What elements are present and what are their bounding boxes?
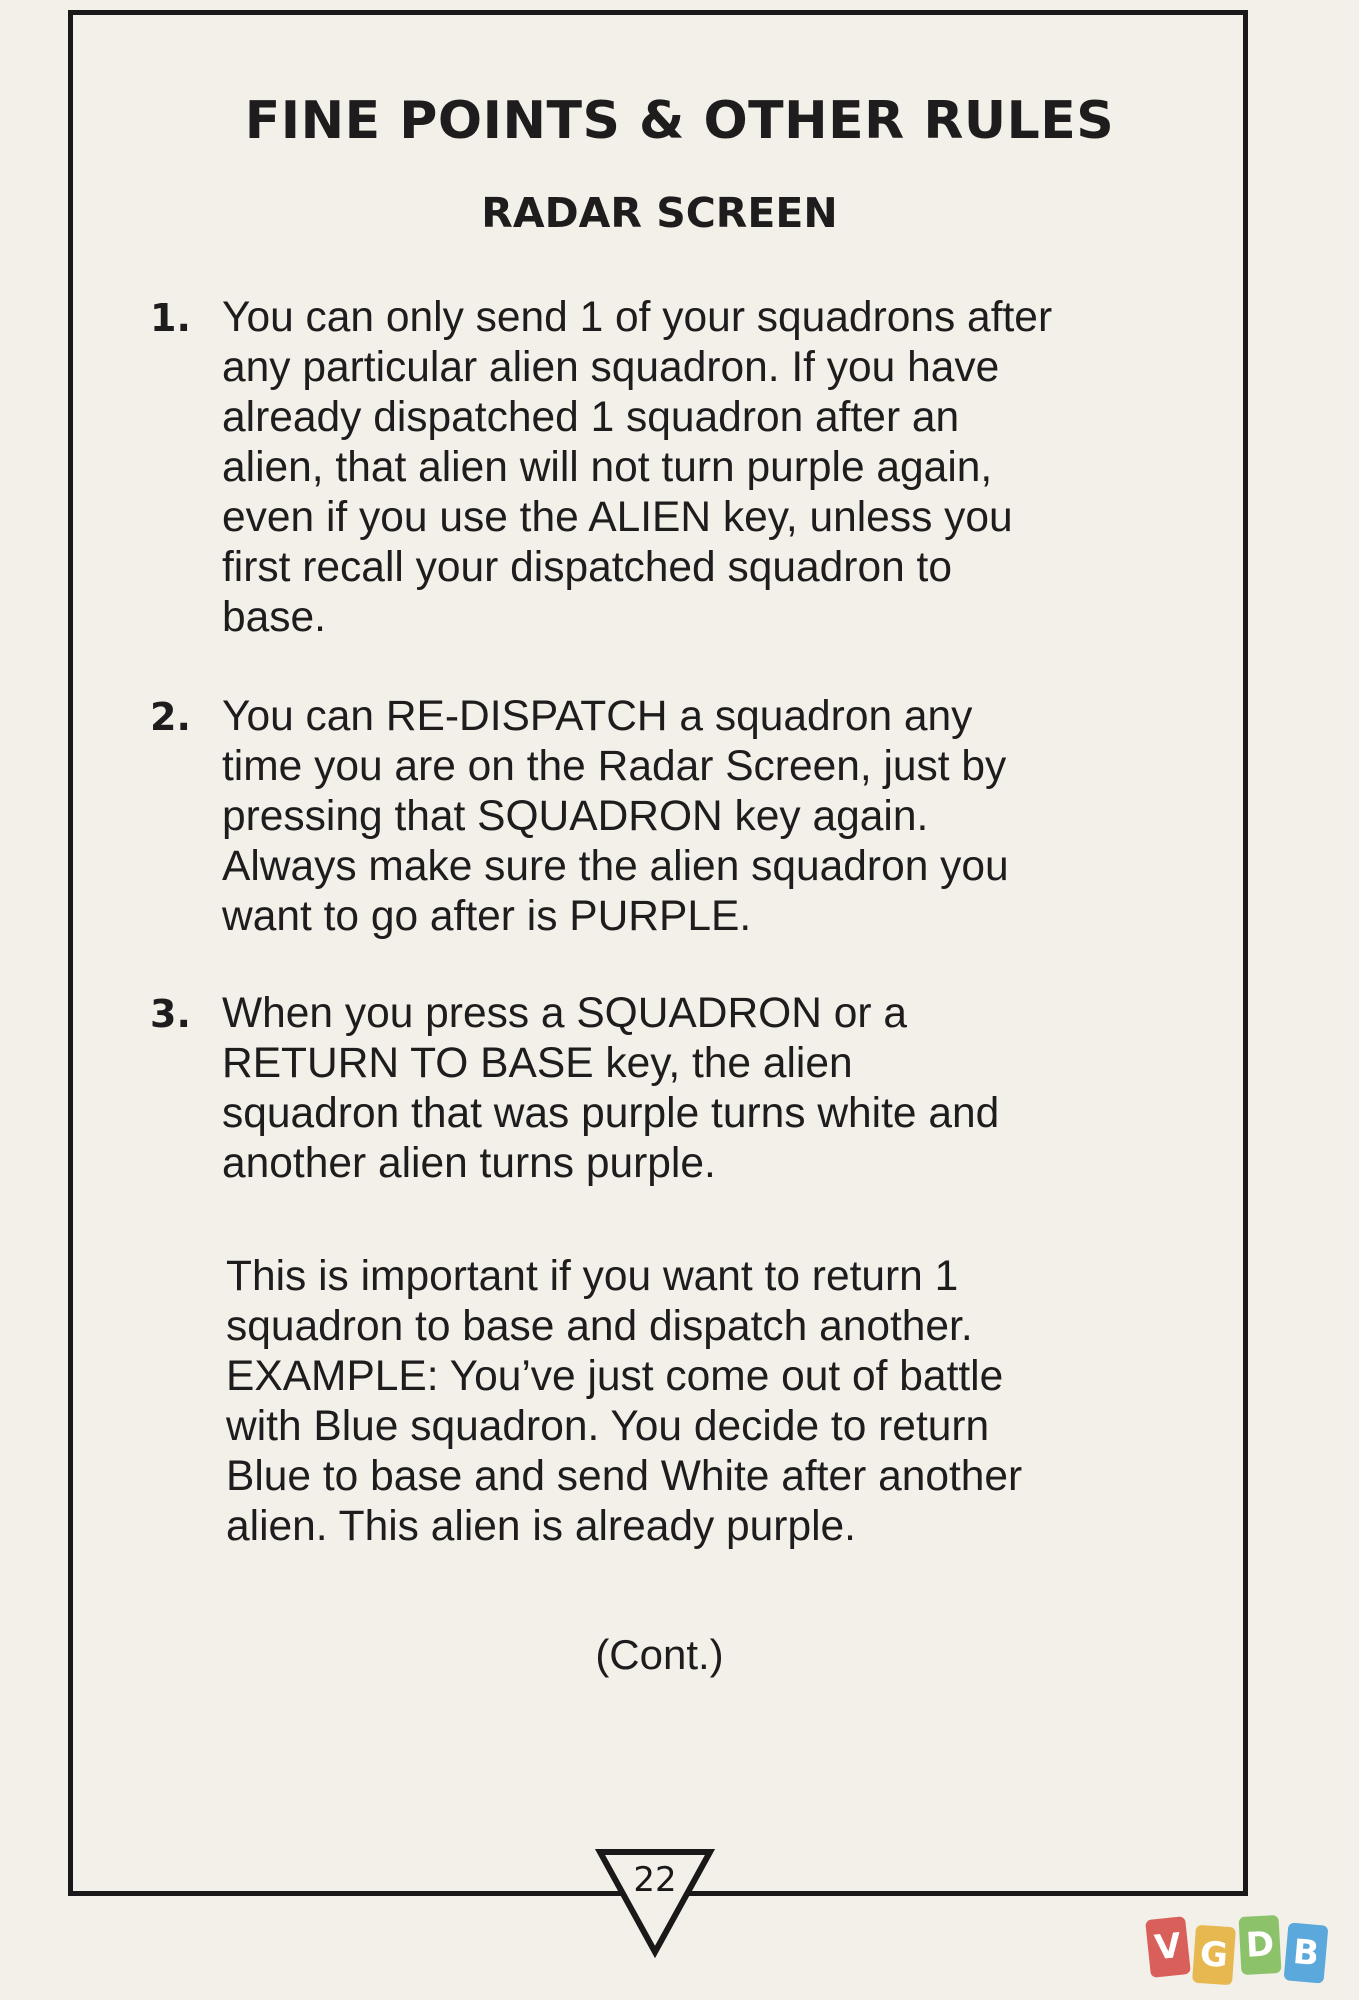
- vgdb-watermark-logo: [1148, 1910, 1348, 1990]
- rule-text-2: You can RE-DISPATCH a squadron any time you are on the Radar Screen, just by pressing that SQUADRON key again. Always make sure the alien squadron you want to go after is PURPLE.: [222, 693, 1009, 940]
- logo-tile-v: V: [1145, 1916, 1191, 1978]
- rule-number-3: 3.: [150, 992, 191, 1036]
- logo-tile-b: B: [1284, 1922, 1329, 1983]
- rule-text-3: When you press a SQUADRON or a RETURN TO BASE key, the alien squadron that was purple turns white and another alien turns purple.: [222, 990, 1000, 1187]
- rule-number-1: 1.: [150, 296, 191, 340]
- page-number-badge: [590, 1848, 720, 1958]
- logo-tile-d: D: [1239, 1915, 1282, 1975]
- rule-number-2: 2.: [150, 695, 191, 739]
- page-number: 22: [633, 1860, 677, 1900]
- logo-tile-g: G: [1192, 1925, 1236, 1986]
- example-paragraph: This is important if you want to return 1 squadron to base and dispatch another. EXAMPLE: You’ve just come out of battle with Blue squadron. You decide to return Blue to base and send White after another alien. This alien is already purple.: [226, 1253, 1023, 1550]
- rule-text-1: You can only send 1 of your squadrons after any particular alien squadron. If you have already dispatched 1 squadron after an alien, that alien will not turn purple again, even if you use the ALIEN key, unless you first recall your dispatched squadron to base.: [222, 294, 1053, 641]
- section-title: RADAR SCREEN: [481, 189, 838, 237]
- page-title: FINE POINTS & OTHER RULES: [244, 91, 1115, 151]
- continued-note: (Cont.): [595, 1631, 724, 1678]
